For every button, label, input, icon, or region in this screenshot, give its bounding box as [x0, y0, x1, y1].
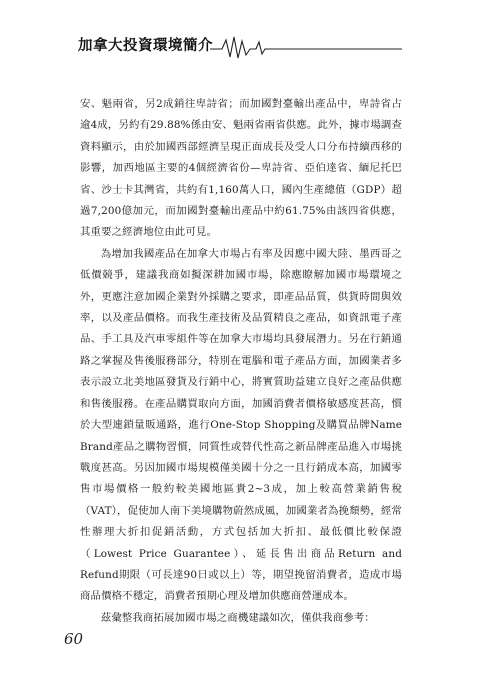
heartbeat-line-icon	[0, 28, 480, 68]
paragraph: 安、魁兩省，另2成銷往卑詩省；而加國對臺輸出產品中，卑詩省占逾4成，另約有29.88%係由安、魁兩省兩省供應。此外，據市場調查資料顯示，由於加國西部經濟呈現正面成長及受人口分布持續西移的影響，加西地區主要的4個經濟省份—卑詩省、亞伯達省、緬尼托巴省、沙士卡其灣省，共約有1,160萬人口，國內生產總值（GDP）超過7,200億加元，而加國對臺輸出產品中約61.75%由該四省供應，其重要之經濟地位由此可見。	[80, 98, 402, 239]
page-number: 60	[64, 630, 84, 648]
body-text	[80, 94, 402, 629]
paragraph: 茲彙整我商拓展加國市場之商機建議如次，僅供我商參考：	[100, 611, 375, 624]
chapter-title: 加拿大投資環境簡介	[78, 38, 213, 54]
paragraph: 為增加我國產品在加拿大市場占有率及因應中國大陸、墨西哥之低價競爭，建議我商如擬深耕加國市場，除應瞭解加國市場環境之外，更應注意加國企業對外採購之要求，即產品品質，供貨時間與效率，以及產品價格。而我生產技術及品質精良之產品，如資訊電子產品、手工具及汽車零組件等在加拿大市場均具發展潛力。另在行銷通路之掌握及售後服務部分，特別在電腦和電子產品方面，加國業者多表示設立北美地區發貨及行銷中心，將實質助益建立良好之產品供應和售後服務。在產品購買取向方面，加國消費者價格敏感度甚高，慣於大型連鎖量販通路，進行One-Stop Shopping及購買品牌Name Brand產品之購物習慣，同質性或替代性高之新品牌產品進入市場挑戰度甚高。另因加國市場規模僅美國十分之一且行銷成本高，加國零售市場價格一般約較美國地區貴2~3成，加上較高營業銷售稅（VAT），促使加人南下美境購物蔚然成風，加國業者為挽頹勢，經常性辦理大折扣促銷活動，方式包括加大折扣、最低價比較保證（Lowest Price Guarantee）、延長售出商品Return and Refund期限（可長達90日或以上）等，期望挽留消費者，造成市場商品價格不穩定，消費者預期心理及增加供應商營運成本。	[80, 247, 402, 603]
page-header	[0, 28, 480, 68]
